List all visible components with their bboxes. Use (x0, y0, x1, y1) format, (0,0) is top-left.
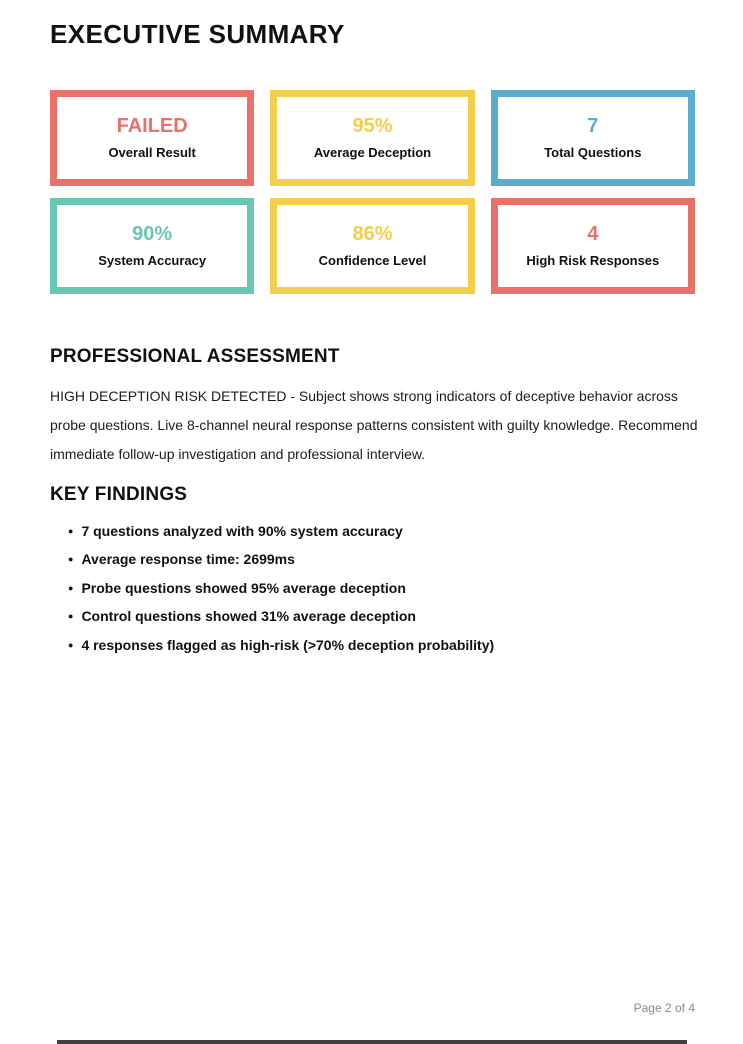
key-findings-list (68, 524, 695, 654)
professional-assessment-heading: PROFESSIONAL ASSESSMENT (50, 345, 340, 367)
assessment-text-line: probe questions. Live 8-channel neural response patterns consistent with guilty knowledge. Recommend (50, 416, 698, 433)
metric-card (50, 198, 254, 294)
finding-text: 4 responses flagged as high-risk (>70% deception probability) (81, 636, 495, 653)
section-key-findings (50, 484, 695, 654)
metric-card (270, 90, 474, 186)
assessment-text-line: HIGH DECEPTION RISK DETECTED - Subject shows strong indicators of deceptive behavior across (50, 387, 678, 404)
finding-item (68, 552, 695, 568)
section-professional-assessment (50, 345, 698, 469)
bullet-icon: ● (68, 639, 74, 650)
key-findings-heading: KEY FINDINGS (50, 483, 188, 505)
bullet-icon: ● (68, 611, 74, 622)
finding-item (68, 524, 695, 540)
metric-label: Confidence Level (318, 253, 427, 269)
page-number: Page 2 of 4 (633, 1001, 695, 1015)
metric-label: Average Deception (313, 145, 432, 161)
finding-text: Average response time: 2699ms (81, 551, 295, 568)
finding-text: Control questions showed 31% average deception (81, 608, 416, 625)
metric-value: 95% (352, 115, 393, 138)
metric-label: Overall Result (108, 145, 196, 161)
assessment-text-line: immediate follow-up investigation and professional interview. (50, 445, 426, 462)
finding-item (68, 609, 695, 625)
metric-card (491, 90, 695, 186)
metric-label: High Risk Responses (526, 253, 660, 269)
page-bottom-bar (57, 1040, 687, 1044)
metric-label: Total Questions (544, 145, 642, 161)
metric-value: 4 (587, 223, 599, 246)
metric-card (50, 90, 254, 186)
metric-card (270, 198, 474, 294)
metric-value: 7 (587, 115, 599, 138)
finding-item (68, 638, 695, 654)
finding-item (68, 581, 695, 597)
bullet-icon: ● (68, 525, 74, 536)
finding-text: 7 questions analyzed with 90% system accuracy (81, 522, 403, 539)
professional-assessment-body (50, 382, 698, 469)
bullet-icon: ● (68, 582, 74, 593)
finding-text: Probe questions showed 95% average deception (81, 579, 406, 596)
bullet-icon: ● (68, 554, 74, 565)
metric-value: 86% (352, 223, 393, 246)
metric-value: 90% (132, 223, 173, 246)
page-title: EXECUTIVE SUMMARY (50, 19, 345, 49)
metric-card (491, 198, 695, 294)
metric-cards-grid (50, 90, 695, 294)
metric-value: FAILED (116, 115, 188, 138)
metric-label: System Accuracy (98, 253, 207, 269)
